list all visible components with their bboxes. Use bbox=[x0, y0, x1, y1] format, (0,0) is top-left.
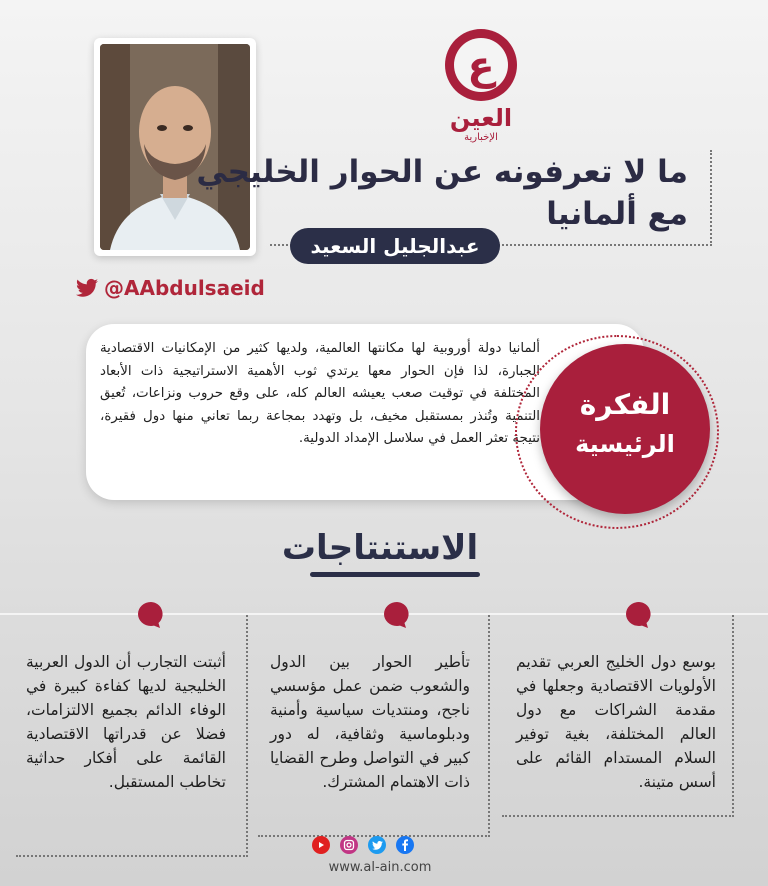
twitter-handle: @AAbdulsaeid bbox=[104, 276, 265, 300]
twitter-icon[interactable] bbox=[368, 836, 386, 854]
conclusions-heading: الاستنتاجات bbox=[281, 528, 479, 568]
logo-sub: الإخبارية bbox=[464, 132, 498, 143]
facebook-icon[interactable] bbox=[396, 836, 414, 854]
twitter-icon bbox=[76, 278, 98, 298]
instagram-icon[interactable] bbox=[340, 836, 358, 854]
conclusion-text-2: تأطير الحوار بين الدول والشعوب ضمن عمل مؤسسي ناجح، ومنتديات سياسية وأمنية ودبلوماسية وثقافية، له دور كبير في التواصل وطرح القضايا ذات الاهتمام المشترك. bbox=[270, 653, 470, 791]
youtube-icon[interactable] bbox=[312, 836, 330, 854]
main-idea-heading-2: الرئيسية bbox=[575, 430, 675, 458]
logo-name: العين bbox=[449, 104, 513, 132]
main-idea-badge bbox=[540, 344, 710, 514]
twitter-row bbox=[76, 276, 265, 300]
title-line-1: ما لا تعرفونه عن الحوار الخليجي bbox=[196, 154, 688, 190]
logo-glyph: ع bbox=[467, 43, 495, 89]
social-icons-row bbox=[312, 836, 414, 854]
al-ain-logo bbox=[441, 25, 521, 145]
author-name: عبدالجليل السعيد bbox=[290, 228, 500, 264]
portrait-illustration bbox=[100, 44, 250, 250]
conclusions-underline bbox=[310, 572, 480, 577]
conclusion-text-3: أثبتت التجارب أن الدول العربية الخليجية لديها كفاءة كبيرة في الوفاء الدائم بجميع الالتزامات، فضلا عن قدراتها الاقتصادية القائمة على أفكار حداثية تخاطب المستقبل. bbox=[26, 653, 226, 791]
conclusion-text-1: بوسع دول الخليج العربي تقديم الأولويات الاقتصادية وجعلها في مقدمة الشراكات مع دول العالم المختلفة، بغية توفير السلام المستدام القائم على أسس متينة. bbox=[516, 653, 716, 791]
main-idea-heading-1: الفكرة bbox=[579, 388, 671, 421]
author-photo bbox=[100, 44, 250, 250]
title-line-2: مع ألمانيا bbox=[546, 196, 688, 232]
website-url[interactable]: www.al-ain.com bbox=[328, 860, 432, 875]
author-photo-frame bbox=[94, 38, 256, 256]
main-idea-text: ألمانيا دولة أوروبية لها مكانتها العالمية، ولديها كثير من الإمكانيات الاقتصادية الجبارة، لذا فإن الحوار معها يرتدي ثوب الأهمية الاستراتيجية ذات الأبعاد المختلفة في توقيت صعب يعيشه العالم كله، على وقع حروب ونزاعات، تُعيق التنمية وتُنذر بمستقبل مخيف، بل وتهدد بمجاعة ربما تعاني منها دول فقيرة، نتيجة تعثر العمل في سلاسل الإمداد الدولية. bbox=[100, 341, 540, 446]
